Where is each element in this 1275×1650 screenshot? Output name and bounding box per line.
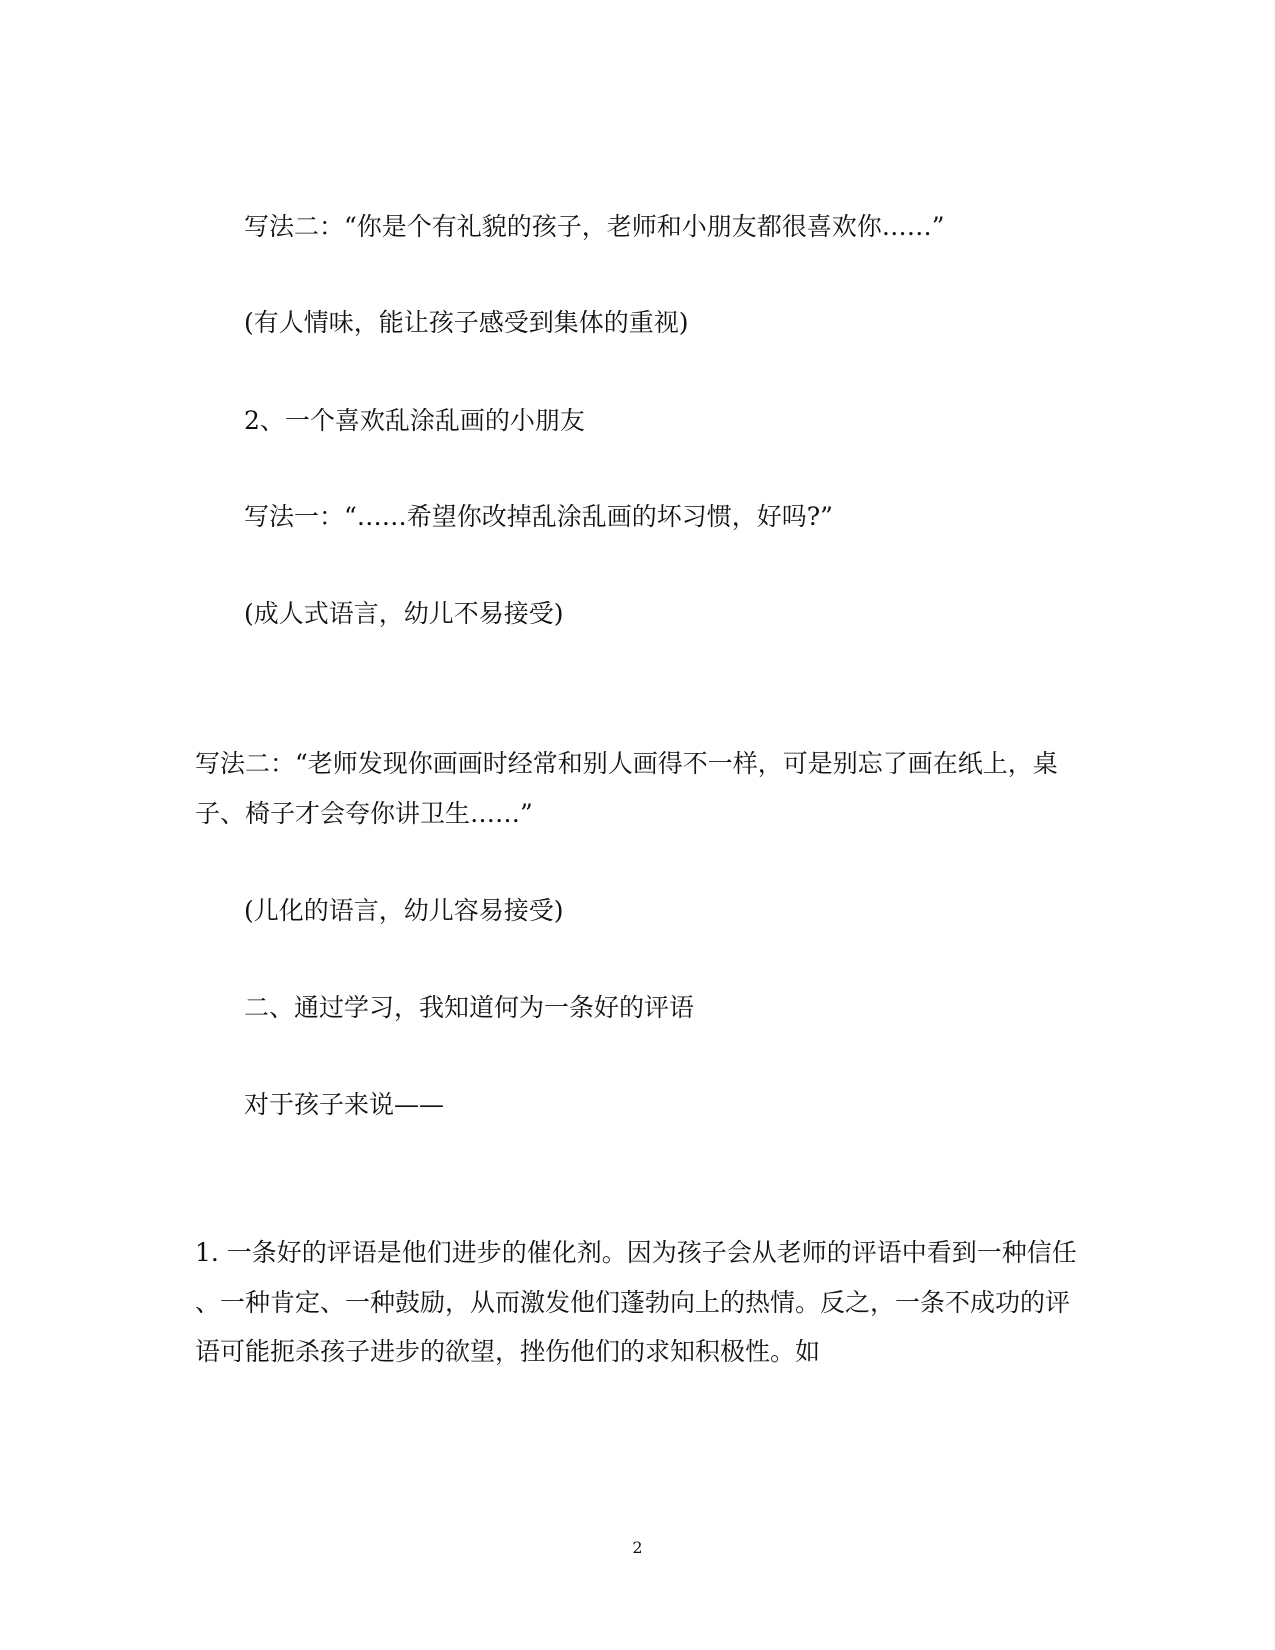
text-line: 语可能扼杀孩子进步的欲望，挫伤他们的求知积极性。如 — [195, 1337, 821, 1366]
text-line: 2、一个喜欢乱涂乱画的小朋友 — [244, 406, 585, 435]
text-line: 二、通过学习，我知道何为一条好的评语 — [244, 993, 695, 1022]
text-line: (儿化的语言，幼儿容易接受) — [244, 896, 564, 925]
text-line: 对于孩子来说—— — [244, 1090, 445, 1119]
text-line: 写法二：“你是个有礼貌的孩子，老师和小朋友都很喜欢你……” — [244, 212, 945, 241]
text-line: (成人式语言，幼儿不易接受) — [244, 599, 564, 628]
page-number: 2 — [632, 1538, 643, 1557]
text-line: 1. 一条好的评语是他们进步的催化剂。因为孩子会从老师的评语中看到一种信任 — [195, 1238, 1077, 1267]
text-line: 、一种肯定、一种鼓励，从而激发他们蓬勃向上的热情。反之，一条不成功的评 — [195, 1288, 1071, 1317]
text-line: 写法二：“老师发现你画画时经常和别人画得不一样，可是别忘了画在纸上，桌 — [195, 749, 1058, 778]
text-line: 写法一：“……希望你改掉乱涂乱画的坏习惯，好吗?” — [244, 502, 833, 531]
text-line: 子、椅子才会夸你讲卫生……” — [195, 799, 533, 828]
text-line: (有人情味，能让孩子感受到集体的重视) — [244, 308, 689, 337]
